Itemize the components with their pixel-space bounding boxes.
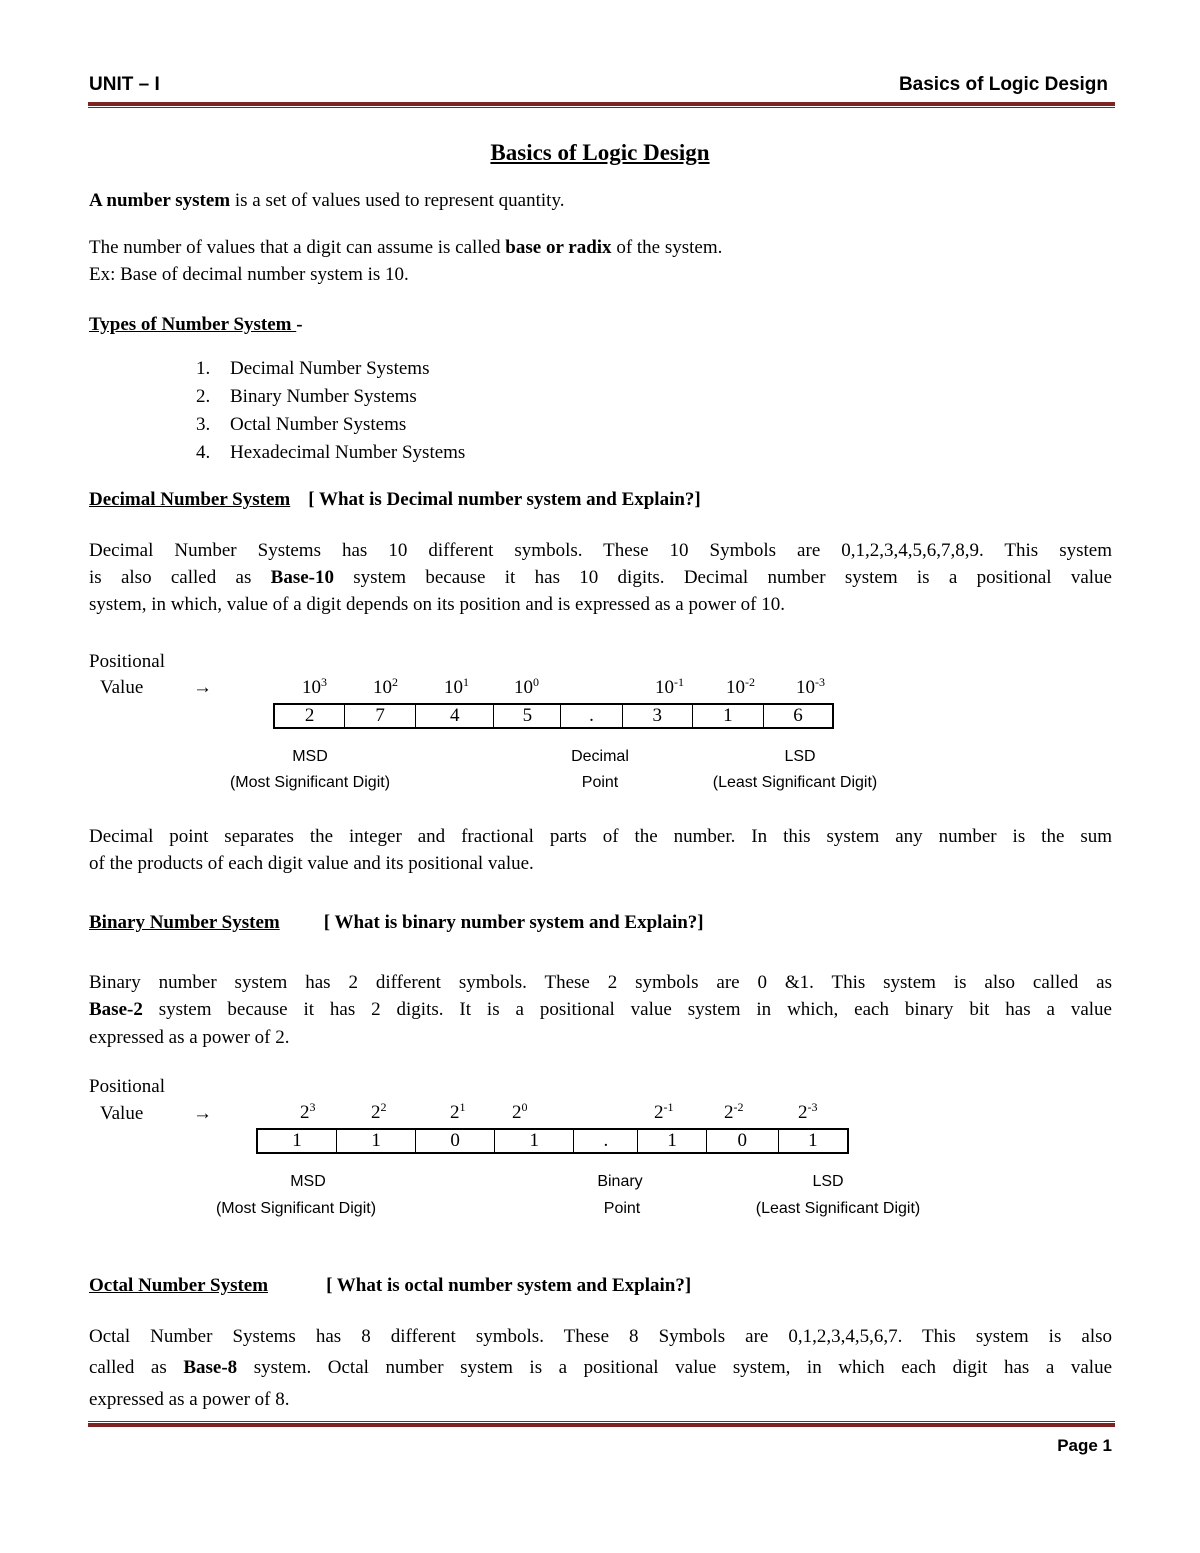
list-item: 1. Decimal Number Systems xyxy=(196,358,430,379)
decimal-power: $10^0$ xyxy=(514,675,539,698)
digit-cell: 0 xyxy=(707,1130,779,1152)
decimal-power: $10^2$ xyxy=(373,675,398,698)
decimal-after-line-2: of the products of each digit value and its positional value. xyxy=(89,853,534,874)
digit-cell: 5 xyxy=(494,705,561,727)
decimal-value-label: Value xyxy=(100,677,144,698)
decimal-after-line-1: Decimal point separates the integer and fractional parts of the number. In this system any number is the sum xyxy=(89,826,1112,847)
header-rule xyxy=(88,102,1115,106)
decimal-heading: Decimal Number System [ What is Decimal number system and Explain?] xyxy=(89,489,701,510)
footer-rule-thin xyxy=(88,1421,1115,1422)
digit-cell: 4 xyxy=(416,705,494,727)
list-item: 4. Hexadecimal Number Systems xyxy=(196,442,466,463)
decimal-power: $10^{-1}$ xyxy=(655,675,684,698)
binary-para-line-2: Base-2 system because it has 2 digits. It is a positional value system in which, each binary bit has a value xyxy=(89,999,1112,1020)
binary-power: $2^{-3}$ xyxy=(798,1100,818,1123)
types-list xyxy=(196,358,465,470)
intro-paragraph-2: The number of values that a digit can assume is called base or radix of the system. xyxy=(89,237,723,258)
binary-power: $2^{-2}$ xyxy=(724,1100,744,1123)
digit-cell: 7 xyxy=(345,705,416,727)
decimal-power: $10^{-2}$ xyxy=(726,675,755,698)
digit-cell: 6 xyxy=(793,705,803,726)
binary-value-label: Value xyxy=(100,1103,144,1124)
octal-para-line-3: expressed as a power of 8. xyxy=(89,1389,290,1410)
binary-digit-table xyxy=(256,1128,849,1154)
decimal-power: $10^1$ xyxy=(444,675,469,698)
binary-power: $2^3$ xyxy=(300,1100,316,1123)
octal-para-line-2: called as Base-8 system. Octal number system is a positional value system, in which each digit has a value xyxy=(89,1357,1113,1378)
binary-msd-full: (Most Significant Digit) xyxy=(215,1200,377,1217)
types-heading: Types of Number System - xyxy=(89,314,303,335)
decimal-positional-label: Positional xyxy=(89,651,166,672)
decimal-para-line-3: system, in which, value of a digit depends on its position and is expressed as a power of 10. xyxy=(89,594,786,615)
decimal-point-label: Decimal xyxy=(571,748,629,765)
header-rule-thin xyxy=(88,107,1115,108)
decimal-power: $10^{-3}$ xyxy=(796,675,825,698)
digit-cell: 2 xyxy=(275,705,345,727)
decimal-power: $10^3$ xyxy=(302,675,327,698)
digit-cell: 1 xyxy=(693,705,764,727)
binary-point-label-2: Point xyxy=(603,1200,641,1217)
intro-paragraph-1: A number system is a set of values used to represent quantity. xyxy=(89,190,565,211)
binary-para-line-3: expressed as a power of 2. xyxy=(89,1027,290,1048)
digit-cell: . xyxy=(561,705,622,727)
binary-lsd-label: LSD xyxy=(812,1173,844,1190)
binary-power: $2^1$ xyxy=(450,1100,466,1123)
decimal-lsd-full: (Least Significant Digit) xyxy=(712,774,878,791)
decimal-para-line-1: Decimal Number Systems has 10 different symbols. These 10 Symbols are 0,1,2,3,4,5,6,7,8,9. This system xyxy=(89,540,1112,561)
page-title: Basics of Logic Design xyxy=(490,140,710,165)
list-item: 2. Binary Number Systems xyxy=(196,386,417,407)
page-number: Page 1 xyxy=(1057,1436,1112,1455)
decimal-msd-label: MSD xyxy=(292,748,328,765)
digit-cell: 1 xyxy=(638,1130,706,1152)
octal-heading: Octal Number System [ What is octal number system and Explain?] xyxy=(89,1275,692,1296)
binary-msd-label: MSD xyxy=(290,1173,326,1190)
binary-power: $2^{-1}$ xyxy=(654,1100,674,1123)
digit-cell: . xyxy=(574,1130,638,1152)
decimal-msd-full: (Most Significant Digit) xyxy=(229,774,391,791)
decimal-para-line-2: is also called as Base-10 system because it has 10 digits. Decimal number system is a positional value xyxy=(89,567,1112,588)
header-unit: UNIT – I xyxy=(89,74,160,95)
arrow-icon: → xyxy=(193,1103,212,1124)
octal-para-line-1: Octal Number Systems has 8 different symbols. These 8 Symbols are 0,1,2,3,4,5,6,7. This system is also xyxy=(89,1326,1112,1347)
binary-positional-label: Positional xyxy=(89,1076,166,1097)
digit-cell: 1 xyxy=(337,1130,416,1152)
footer-rule xyxy=(88,1423,1115,1427)
digit-cell: 1 xyxy=(495,1130,574,1152)
binary-heading: Binary Number System [ What is binary number system and Explain?] xyxy=(89,912,704,933)
binary-power: $2^0$ xyxy=(512,1100,528,1123)
digit-cell: 1 xyxy=(808,1130,818,1151)
list-item: 3. Octal Number Systems xyxy=(196,414,407,435)
digit-cell: 1 xyxy=(258,1130,337,1152)
binary-para-line-1: Binary number system has 2 different symbols. These 2 symbols are 0 &1. This system is also called as xyxy=(89,972,1112,993)
binary-point-label: Binary xyxy=(597,1173,643,1190)
arrow-icon: → xyxy=(193,677,212,698)
decimal-digit-table xyxy=(273,703,834,729)
decimal-point-label-2: Point xyxy=(581,774,619,791)
decimal-lsd-label: LSD xyxy=(784,748,816,765)
binary-power: $2^2$ xyxy=(371,1100,387,1123)
header-title: Basics of Logic Design xyxy=(898,74,1108,95)
intro-example: Ex: Base of decimal number system is 10. xyxy=(89,264,409,285)
binary-lsd-full: (Least Significant Digit) xyxy=(755,1200,921,1217)
digit-cell: 0 xyxy=(416,1130,495,1152)
digit-cell: 3 xyxy=(623,705,693,727)
